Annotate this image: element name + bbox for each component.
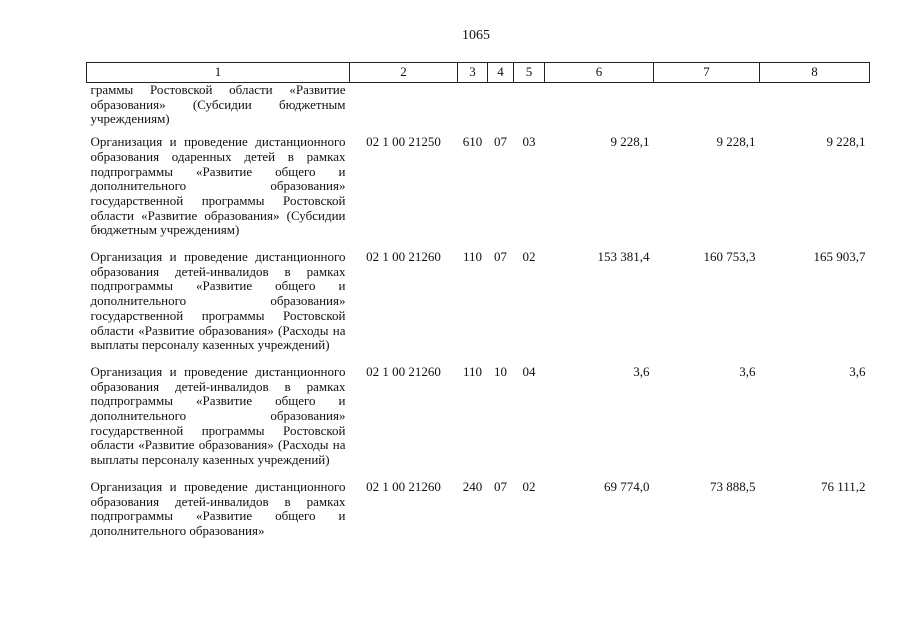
subsection-code: 03 — [522, 134, 536, 150]
row-description: Организация и проведение дистанционного образования детей-инвалидов в рамках подпрограммы «Развитие общего и дополнительного образования» — [90, 478, 346, 538]
subsection-code: 02 — [522, 249, 536, 265]
table-row-continuation — [87, 83, 870, 136]
row-description: Организация и проведение дистанционного образования детей-инвалидов в рамках подпрограммы «Развитие общего и дополнительного образования» государственной программы Ростовской области «Развитие образования» (Расходы на выплаты персоналу казенных учреждений) — [90, 249, 346, 353]
amount-year-3: 9 228,1 — [826, 134, 866, 150]
column-header-3: 3 — [458, 63, 488, 83]
expense-type-code: 610 — [462, 134, 483, 150]
expense-type-code: 110 — [462, 249, 483, 265]
column-header-8: 8 — [760, 63, 870, 83]
table-row — [87, 135, 870, 250]
column-header-1: 1 — [87, 63, 350, 83]
section-code: 07 — [494, 249, 507, 265]
row-description: Организация и проведение дистанционного образования детей-инвалидов в рамках подпрограммы «Развитие общего и дополнительного образования» государственной программы Ростовской области «Развитие образования» (Расходы на выплаты персоналу казенных учреждений) — [90, 363, 346, 468]
amount-year-3: 165 903,7 — [813, 249, 866, 265]
column-header-7: 7 — [654, 63, 760, 83]
row-description: граммы Ростовской области «Развитие образования» (Субсидии бюджетным учреждениям) — [90, 82, 346, 127]
amount-year-1: 9 228,1 — [610, 134, 650, 150]
table-row — [87, 250, 870, 365]
page-number: 1065 — [462, 28, 490, 43]
target-article-code: 02 1 00 21260 — [366, 478, 441, 494]
section-code: 10 — [494, 363, 507, 379]
column-header-2: 2 — [350, 63, 458, 83]
target-article-code: 02 1 00 21260 — [366, 249, 441, 265]
section-code: 07 — [494, 478, 507, 494]
header-row — [87, 63, 870, 83]
amount-year-1: 69 774,0 — [604, 478, 650, 494]
amount-year-2: 9 228,1 — [716, 134, 756, 150]
amount-year-1: 3,6 — [633, 363, 650, 379]
column-header-6: 6 — [545, 63, 654, 83]
expense-type-code: 110 — [462, 363, 483, 379]
row-description: Организация и проведение дистанционного образования одаренных детей в рамках подпрограммы «Развитие общего и дополнительного образования» государственной программы Ростовской области «Развитие образования» (Субсидии бюджетным учреждениям) — [90, 134, 346, 238]
amount-year-1: 153 381,4 — [597, 249, 650, 265]
amount-year-3: 3,6 — [849, 363, 866, 379]
expense-type-code: 240 — [462, 478, 483, 494]
subsection-code: 04 — [522, 363, 536, 379]
table-row — [87, 365, 870, 480]
section-code: 07 — [494, 134, 507, 150]
subsection-code: 02 — [522, 478, 536, 494]
column-header-4: 4 — [488, 63, 514, 83]
target-article-code: 02 1 00 21260 — [366, 363, 441, 379]
budget-table — [86, 62, 870, 551]
amount-year-3: 76 111,2 — [820, 478, 866, 494]
target-article-code: 02 1 00 21250 — [366, 134, 441, 150]
table-row — [87, 480, 870, 551]
amount-year-2: 160 753,3 — [703, 249, 756, 265]
column-header-5: 5 — [514, 63, 545, 83]
amount-year-2: 73 888,5 — [710, 478, 756, 494]
amount-year-2: 3,6 — [739, 363, 756, 379]
